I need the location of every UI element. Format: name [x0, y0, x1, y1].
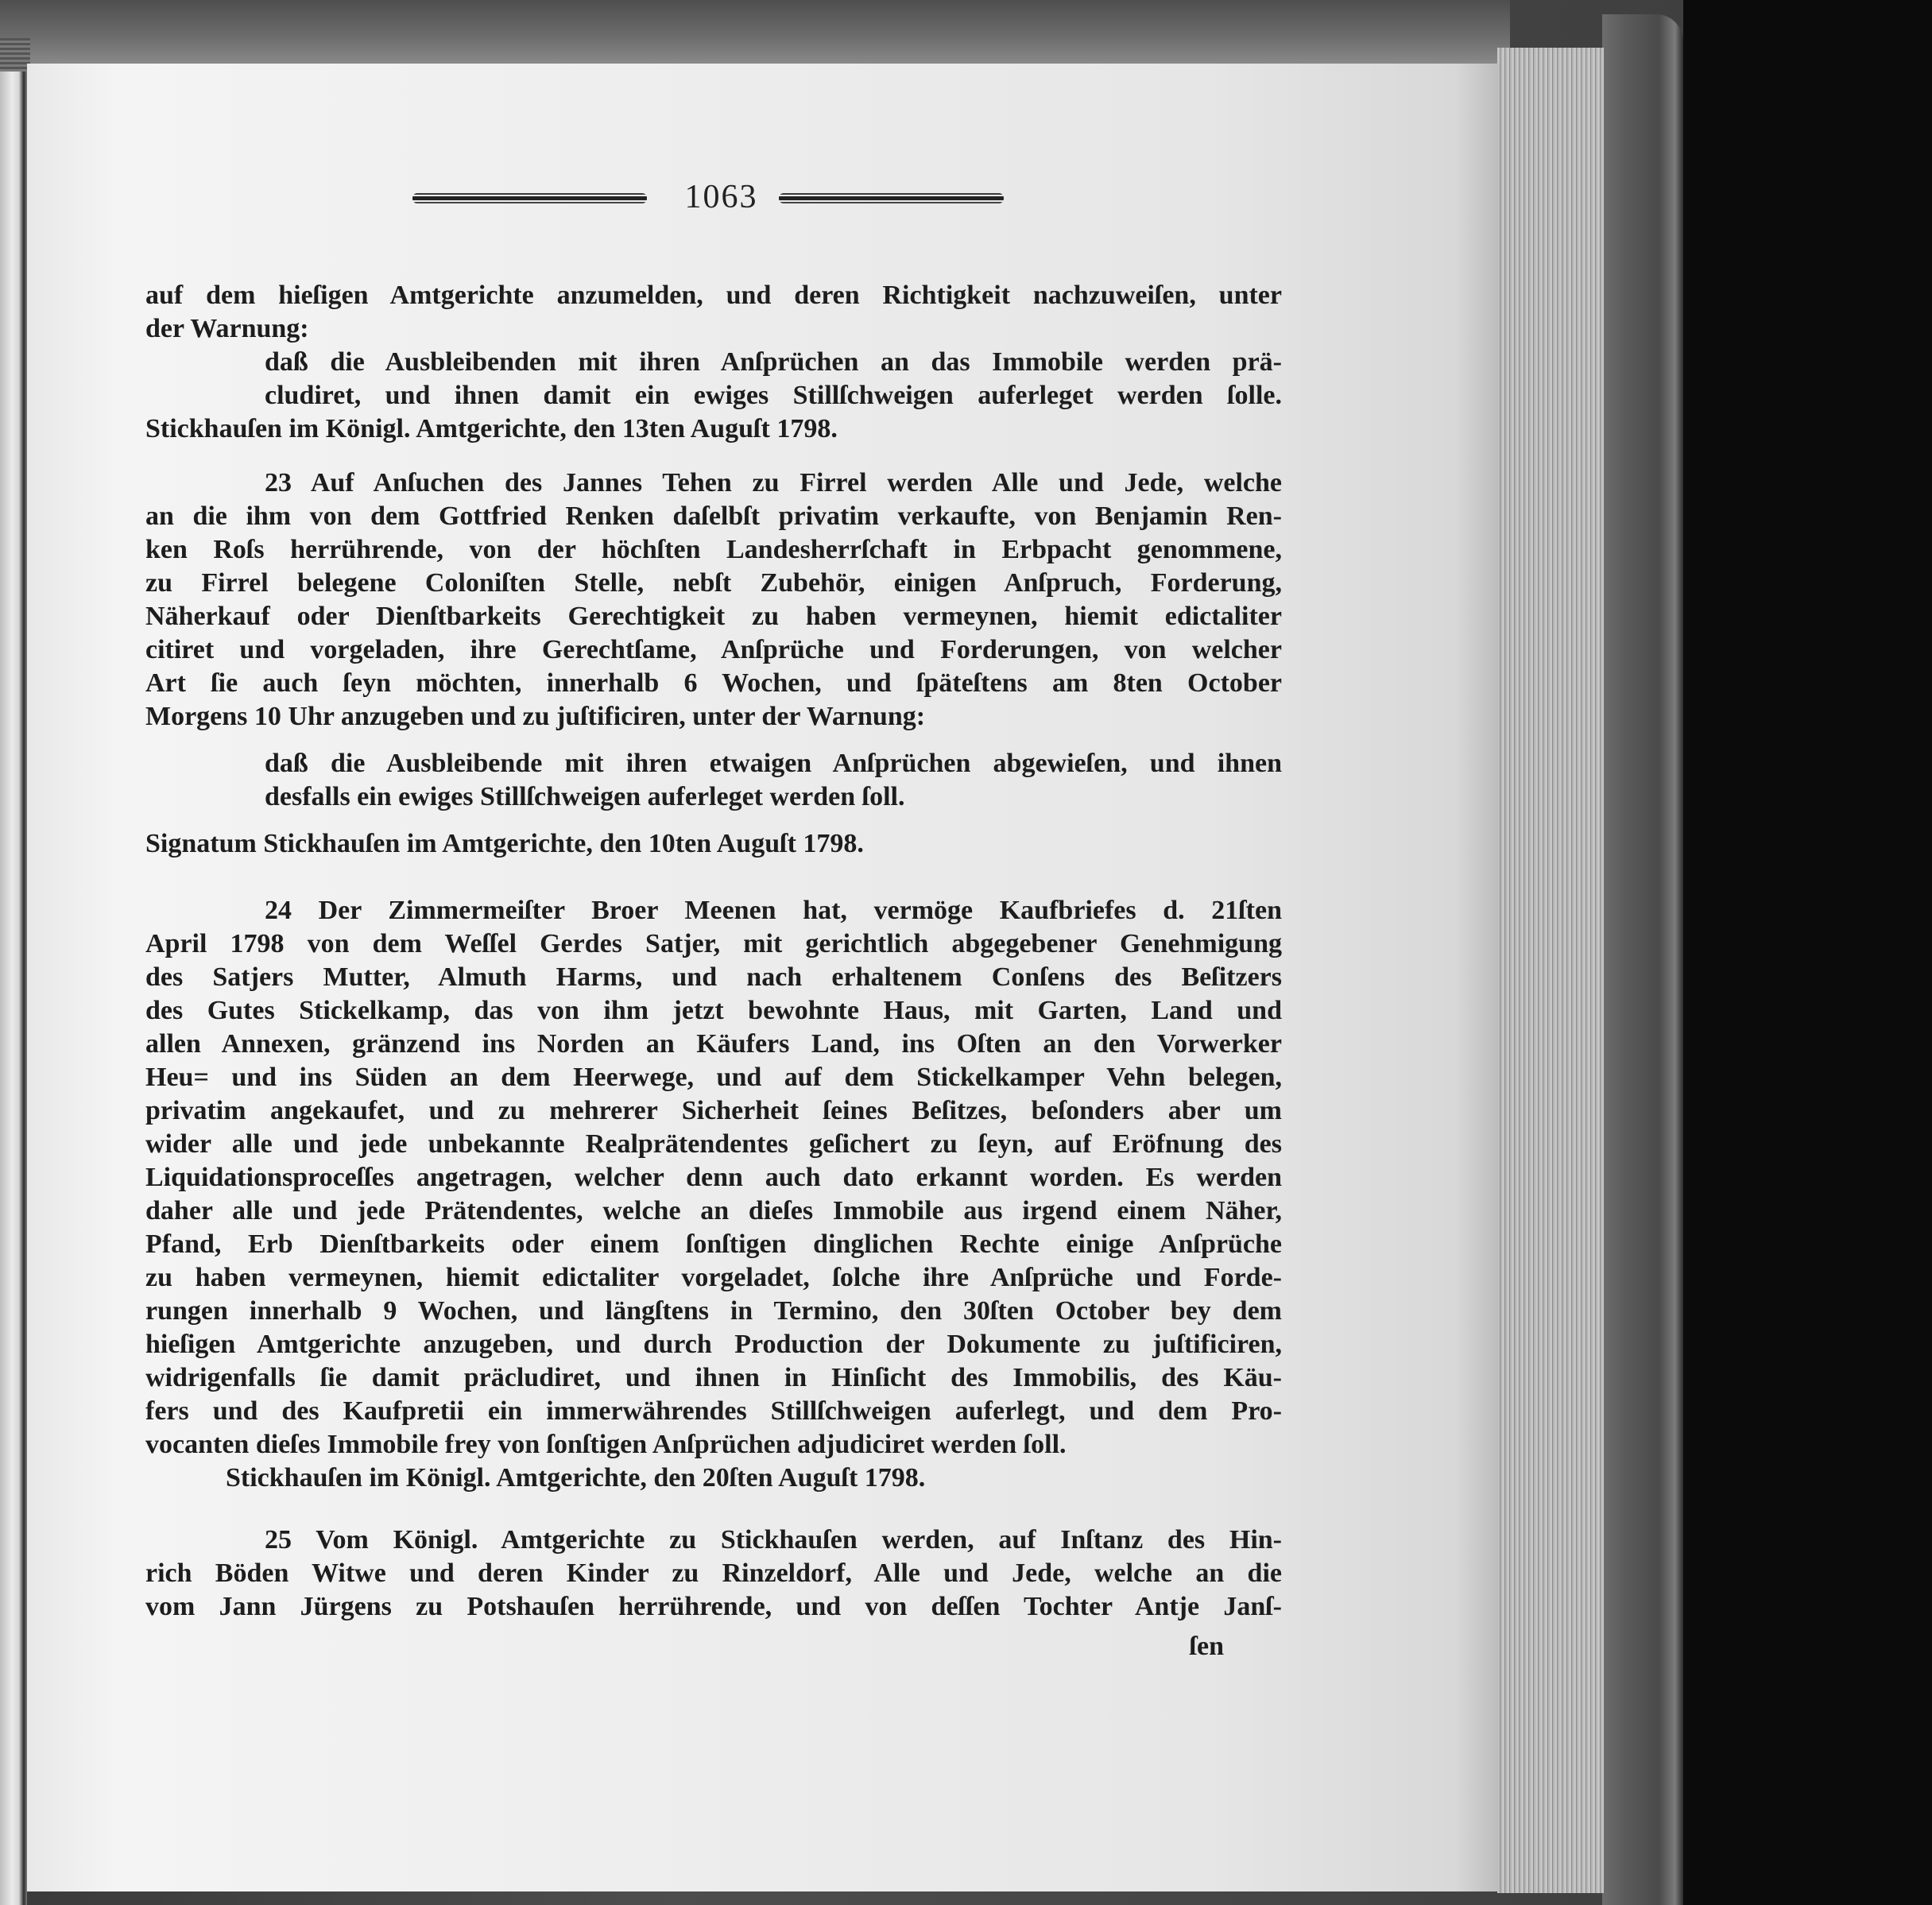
text-line: privatim angekaufet, und zu mehrerer Sicherheit ſeines Beſitzes, beſonders aber um — [145, 1096, 1282, 1125]
text-line: desfalls ein ewiges Stillſchweigen auferleget werden ſoll. — [265, 782, 905, 811]
text-line: zu Firrel belegene Coloniſten Stelle, nebſt Zubehör, einigen Anſpruch, Forderung, — [145, 568, 1282, 598]
page-fore-edge — [1497, 48, 1604, 1893]
page-number: 1063 — [684, 179, 758, 215]
catchword: ſen — [1189, 1632, 1224, 1661]
notice-25 — [145, 1524, 1282, 1624]
text-line: Signatum Stickhauſen im Amtgerichte, den 10ten Auguſt 1798. — [145, 829, 864, 858]
text-line: Heu= und ins Süden an dem Heerwege, und auf dem Stickelkamper Vehn belegen, — [145, 1063, 1282, 1092]
text-line: allen Annexen, gränzend ins Norden an Käufers Land, ins Oſten an den Vorwerker — [145, 1029, 1282, 1059]
text-line: der Warnung: — [145, 314, 309, 343]
text-line: wider alle und jede unbekannte Realprätendentes geſichert zu ſeyn, auf Eröfnung des — [145, 1129, 1282, 1159]
notice-23 — [145, 467, 1282, 861]
text-line: cludiret, und ihnen damit ein ewiges Stillſchweigen auferleget werden ſolle. — [265, 381, 1282, 410]
body-text — [145, 279, 1282, 1663]
facing-page-edge — [0, 57, 27, 1905]
text-line: Art ſie auch ſeyn möchten, innerhalb 6 Wochen, und ſpäteſtens am 8ten October — [145, 668, 1282, 698]
text-line: ken Roſs herrührende, von der höchſten Landesherrſchaft in Erbpacht genommene, — [145, 535, 1282, 564]
text-line: daß die Ausbleibenden mit ihren Anſprüchen an das Immobile werden prä- — [265, 347, 1282, 377]
header-rule-right — [779, 193, 1004, 203]
text-line: vom Jann Jürgens zu Potshauſen herrührende, und von deſſen Tochter Antje Janſ- — [145, 1592, 1282, 1621]
text-line: zu haben vermeynen, hiemit edictaliter vorgeladet, ſolche ihre Anſprüche und Forde- — [145, 1263, 1282, 1292]
text-line: vocanten dieſes Immobile frey von ſonſtigen Anſprüchen adjudiciret werden ſoll. — [145, 1430, 1067, 1459]
cover-board-edge — [1602, 14, 1683, 1905]
text-line: des Gutes Stickelkamp, das von ihm jetzt bewohnte Haus, mit Garten, Land und — [145, 996, 1282, 1025]
binding-headband — [0, 38, 30, 72]
text-line: 25 Vom Königl. Amtgerichte zu Stickhauſen werden, auf Inſtanz des Hin- — [265, 1525, 1282, 1555]
notice-continuation — [145, 279, 1282, 446]
text-line: rungen innerhalb 9 Wochen, und längſtens in Termino, den 30ſten October bey dem — [145, 1296, 1282, 1326]
text-line: daß die Ausbleibende mit ihren etwaigen Anſprüchen abgewieſen, und ihnen — [265, 749, 1282, 778]
text-line: Stickhauſen im Königl. Amtgerichte, den 20ſten Auguſt 1798. — [226, 1463, 926, 1493]
header-rule-left — [412, 193, 647, 203]
text-line: Pfand, Erb Dienſtbarkeits oder einem ſonſtigen dinglichen Rechte einige Anſprüche — [145, 1229, 1282, 1259]
text-line: auf dem hieſigen Amtgerichte anzumelden, und deren Richtigkeit nachzuweiſen, unter — [145, 281, 1282, 310]
text-line: Morgens 10 Uhr anzugeben und zu juſtificiren, unter der Warnung: — [145, 702, 926, 731]
top-edge-shadow — [0, 0, 1510, 67]
text-line: widrigenfalls ſie damit präcludiret, und ihnen in Hinſicht des Immobilis, des Käu- — [145, 1363, 1282, 1392]
text-line: hieſigen Amtgerichte anzugeben, und durch Production der Dokumente zu juſtificiren, — [145, 1330, 1282, 1359]
text-line: daher alle und jede Prätendentes, welche an dieſes Immobile aus irgend einem Näher, — [145, 1196, 1282, 1225]
text-line: 23 Auf Anſuchen des Jannes Tehen zu Firrel werden Alle und Jede, welche — [265, 468, 1282, 498]
text-line: des Satjers Mutter, Almuth Harms, und nach erhaltenem Conſens des Beſitzers — [145, 962, 1282, 992]
text-line: Stickhauſen im Königl. Amtgerichte, den 13ten Auguſt 1798. — [145, 414, 838, 443]
text-line: 24 Der Zimmermeiſter Broer Meenen hat, vermöge Kaufbriefes d. 21ſten — [265, 896, 1282, 925]
notice-24 — [145, 894, 1282, 1495]
text-line: fers und des Kaufpretii ein immerwährendes Stillſchweigen auferlegt, und dem Pro- — [145, 1396, 1282, 1426]
text-line: citiret und vorgeladen, ihre Gerechtſame, Anſprüche und Forderungen, von welcher — [145, 635, 1282, 664]
text-line: rich Böden Witwe und deren Kinder zu Rinzeldorf, Alle und Jede, welche an die — [145, 1558, 1282, 1588]
text-line: an die ihm von dem Gottfried Renken daſelbſt privatim verkaufte, von Benjamin Ren- — [145, 501, 1282, 531]
text-line: April 1798 von dem Weſſel Gerdes Satjer, mit gerichtlich abgegebener Genehmigung — [145, 929, 1282, 958]
text-line: Näherkauf oder Dienſtbarkeits Gerechtigkeit zu haben vermeynen, hiemit edictaliter — [145, 602, 1282, 631]
text-line: Liquidationsproceſſes angetragen, welcher denn auch dato erkannt worden. Es werden — [145, 1163, 1282, 1192]
